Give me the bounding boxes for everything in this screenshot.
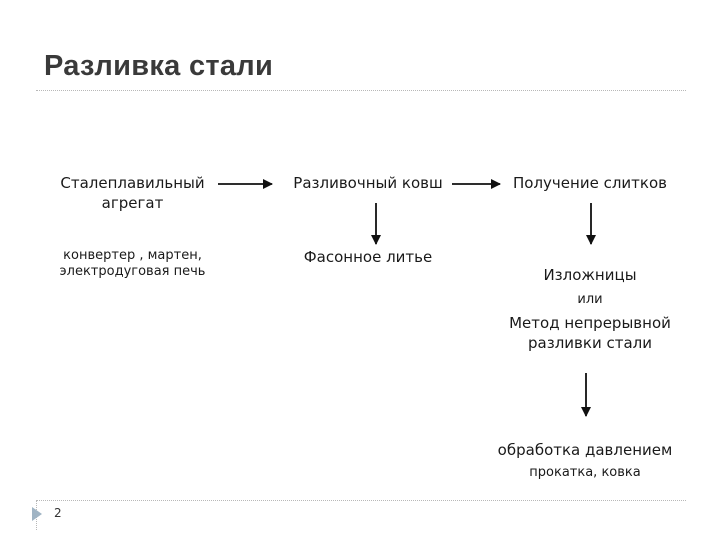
node-continuous-casting: Метод непрерывной разливки стали (509, 314, 671, 352)
page-number: 2 (54, 506, 62, 520)
slide-marker-icon (32, 507, 42, 521)
node-molds: Изложницы (543, 266, 637, 284)
node-steel-unit-types: конвертер , мартен, электродуговая печь (59, 248, 206, 280)
node-ladle: Разливочный ковш (293, 174, 443, 192)
node-ingots: Получение слитков (513, 174, 667, 192)
node-shaped-casting: Фасонное литье (303, 248, 433, 266)
slide-title: Разливка стали (44, 50, 274, 82)
node-pressure-processing: обработка давлением (497, 441, 673, 459)
node-steel-unit: Сталеплавильный агрегат (60, 174, 205, 212)
node-pressure-types: прокатка, ковка (529, 465, 641, 480)
footer-divider (36, 500, 686, 501)
node-or: или (577, 292, 603, 307)
